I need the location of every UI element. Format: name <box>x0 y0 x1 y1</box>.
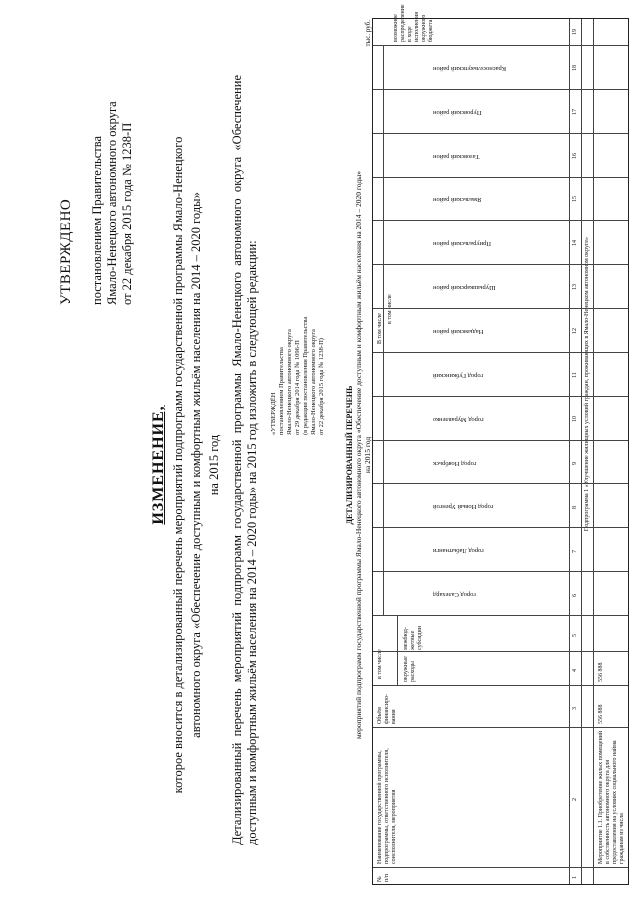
column-number: 3 <box>572 707 578 710</box>
document-title <box>150 65 222 865</box>
column-number: 11 <box>572 372 578 378</box>
title-line: на 2015 год <box>207 434 221 496</box>
inner-approval-block <box>270 225 326 435</box>
title-main: ИЗМЕНЕНИЕ, <box>150 405 167 525</box>
table-column-line <box>373 133 628 134</box>
column-number: 19 <box>572 29 578 35</box>
approval-line: постановлением Правительства <box>90 135 104 305</box>
table-column-line <box>373 440 628 441</box>
table-column-line <box>373 527 628 528</box>
subprogram-row: Подпрограмма 1 «Улучшение жилищных условий граждан, проживающих в Ямало-Ненецком автономном округе» <box>584 236 590 532</box>
column-number: 8 <box>572 506 578 509</box>
column-number: 9 <box>572 462 578 465</box>
municipality-header: Приуральский район <box>433 240 492 247</box>
table-row-line <box>593 19 594 884</box>
table-row-line <box>569 19 570 884</box>
municipality-header: город Салехард <box>433 591 476 598</box>
table-column-line <box>373 867 628 868</box>
table-column-line <box>373 352 628 353</box>
column-number: 12 <box>572 328 578 334</box>
table-column-line <box>373 396 628 397</box>
header-no: № п/п <box>377 873 390 882</box>
column-number: 14 <box>572 240 578 246</box>
approval-block <box>90 5 135 305</box>
header-incl: в том числе <box>377 649 383 679</box>
table-column-line <box>373 651 628 652</box>
table-column-line <box>373 483 628 484</box>
municipality-header: город Ноябрьск <box>433 460 477 467</box>
column-number: 4 <box>572 669 578 672</box>
municipality-header: Тазовский район <box>433 153 480 160</box>
header-reserve: возможное распределение в ходе исполнения окружного бюджета <box>393 4 434 42</box>
header-incl2: В том числе <box>377 313 383 344</box>
column-number: 5 <box>572 634 578 637</box>
municipality-header: город Муравленко <box>433 416 484 423</box>
header-name: Наименование государственной программы, подпрограммы, ответственного исполнителя, соисполнителя, мероприятия <box>377 748 397 864</box>
inner-approval-line: от 22 декабря 2015 года № 1238-П) <box>318 338 325 435</box>
table-row-line <box>581 19 582 884</box>
column-number: 6 <box>572 594 578 597</box>
title-line: которое вносится в детализированный перечень мероприятий подпрограмм государственной программы Ямало-Ненецкого <box>171 136 185 794</box>
column-number: 15 <box>572 196 578 202</box>
header-okrug: окружные расходы <box>403 656 416 682</box>
list-title-main: ДЕТАЛИЗИРОВАННЫЙ ПЕРЕЧЕНЬ <box>345 385 354 525</box>
inner-approval-line: постановлением Правительства <box>278 347 285 435</box>
header-subsidies: межбюд-жетные субсидии <box>403 626 423 650</box>
inner-approval-line: Ямало-Ненецкого автономного округа <box>286 329 293 435</box>
table-column-line <box>373 177 628 178</box>
approval-heading: УТВЕРЖДЕНО <box>58 198 74 305</box>
list-title-line: на 2015 год <box>363 436 372 474</box>
inner-approval-line: (в редакции постановления Правительства <box>302 316 309 435</box>
list-title <box>345 155 372 755</box>
column-number: 16 <box>572 153 578 159</box>
row1-okrug: 556 888 <box>598 662 604 682</box>
table-column-line <box>373 308 628 309</box>
municipality-header: город Новый Уренгой <box>433 503 494 510</box>
municipality-header: город Лабытнанги <box>433 547 484 554</box>
row1-volume: 556 888 <box>598 704 604 724</box>
approval-line: Ямало-Ненецкого автономного округа <box>105 101 119 305</box>
table-column-line <box>373 571 628 572</box>
municipality-header: Ямальский район <box>433 196 482 203</box>
municipality-header: город Губкинский <box>433 372 484 379</box>
table-column-line <box>373 45 628 46</box>
column-number: 17 <box>572 109 578 115</box>
municipality-header: Надымский район <box>433 328 484 335</box>
table-column-line <box>373 264 628 265</box>
title-line: автономного округа «Обеспечение доступным и комфортным жильём населения на 2014 – 2020 годы» <box>189 192 203 738</box>
intro-paragraph: Детализированный перечень мероприятий подпрограмм государственной программы Ямало-Ненецкого автономного округа «Обеспечение доступным и комфортным жильём населения на 2014 – 2020 годы» на 2015 год изложить в следующей редакции: <box>230 75 259 845</box>
table-column-line <box>373 615 628 616</box>
row1-name: Мероприятие 1.1. Приобретение жилых помещений в собственность автономного округа для предоставления на условиях социального найма гражданам из числа <box>598 730 625 864</box>
approval-line: от 22 декабря 2015 года № 1238-П <box>120 122 134 305</box>
header-incl3: в том числе <box>387 294 393 324</box>
column-number: 18 <box>572 65 578 71</box>
inner-approval-line: Ямало-Ненецкого автономного округа <box>310 329 317 435</box>
inner-approval-line: от 29 декабря 2014 года № 1096-П <box>294 340 301 435</box>
municipality-header: Шурышкарский район <box>433 284 496 291</box>
table-column-line <box>373 727 628 728</box>
column-number: 7 <box>572 550 578 553</box>
table-row-line <box>383 46 384 616</box>
column-number: 1 <box>572 876 578 879</box>
column-number: 2 <box>572 798 578 801</box>
table-row-line <box>397 616 398 686</box>
list-title-line: мероприятий подпрограмм государственной программы Ямало-Ненецкого автономного округа «Обеспечение доступным и комфортным жильём населения на 2014 – 2020 годы» <box>354 171 363 739</box>
municipality-header: Красноселькупский район <box>433 65 507 72</box>
header-volume: Объём финансиро-вания <box>377 693 397 724</box>
table-column-line <box>373 89 628 90</box>
municipality-header: Пуровский район <box>433 109 482 116</box>
column-number: 10 <box>572 416 578 422</box>
column-number: 13 <box>572 284 578 290</box>
inner-approval-line: «УТВЕРЖДЁН <box>270 392 277 435</box>
table-column-line <box>373 685 628 686</box>
units-label: тыс. руб. <box>364 20 372 47</box>
detail-table <box>372 4 629 885</box>
table-column-line <box>373 220 628 221</box>
